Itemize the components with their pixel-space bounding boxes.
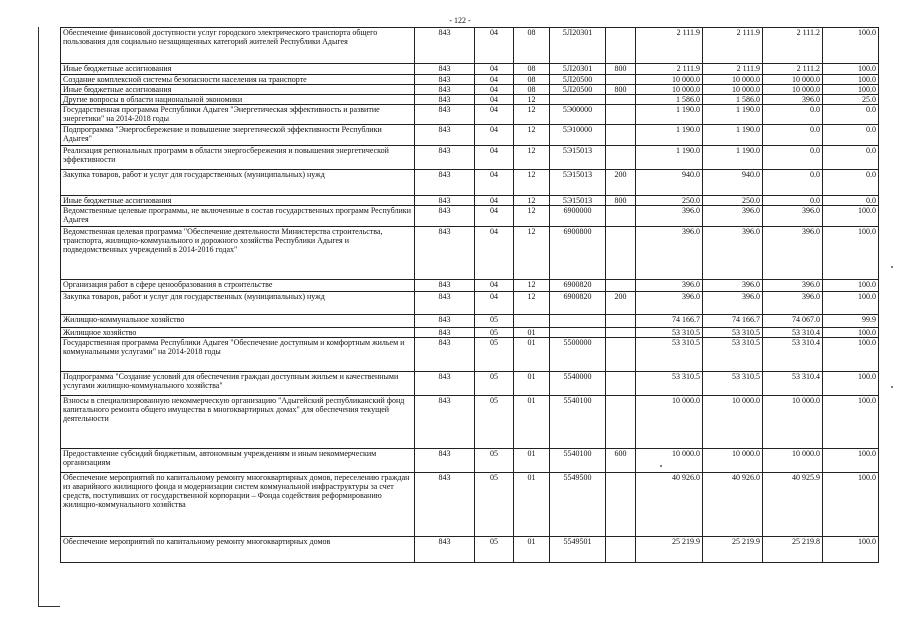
cell-pr: 01 [514,338,550,372]
cell-pr: 12 [514,146,550,170]
table-row [61,170,879,196]
cell-v2: 940.0 [703,170,763,196]
cell-pr: 01 [514,328,550,338]
cell-ved: 843 [415,95,475,105]
cell-rz: 04 [475,125,514,146]
cell-rz: 04 [475,85,514,95]
cell-v2: 10 000.0 [703,85,763,95]
cell-rz: 04 [475,75,514,85]
cell-csr [550,315,606,328]
cell-csr [550,328,606,338]
cell-pr: 12 [514,227,550,280]
cell-ved: 843 [415,75,475,85]
cell-vr [606,75,636,85]
cell-pct: 100.0 [823,206,879,227]
cell-vr [606,315,636,328]
cell-v3: 0.0 [763,170,823,196]
cell-v3: 53 310.4 [763,328,823,338]
cell-name: Организация работ в сфере ценообразования в строительстве [61,280,415,292]
cell-ved: 843 [415,85,475,95]
cell-ved: 843 [415,196,475,206]
cell-v1: 10 000.0 [636,85,703,95]
table-row [61,227,879,280]
cell-rz: 05 [475,449,514,473]
cell-ved: 843 [415,328,475,338]
cell-v1: 10 000.0 [636,75,703,85]
cell-csr: 5549500 [550,473,606,537]
cell-pct: 100.0 [823,449,879,473]
cell-pr: 08 [514,28,550,64]
cell-v2: 53 310.5 [703,338,763,372]
cell-v2: 10 000.0 [703,396,763,449]
cell-name: Государственная программа Республики Адыгея "Обеспечение доступным и комфортным жильем и коммунальными услугами" на 2014-2018 годы [61,338,415,372]
cell-pr: 12 [514,105,550,125]
cell-v3: 10 000.0 [763,75,823,85]
cell-pct: 0.0 [823,146,879,170]
cell-v2: 74 166.7 [703,315,763,328]
cell-pct: 100.0 [823,280,879,292]
cell-pr: 08 [514,64,550,75]
cell-v2: 396.0 [703,227,763,280]
cell-pct: 100.0 [823,85,879,95]
cell-v3: 0.0 [763,196,823,206]
cell-v1: 53 310.5 [636,328,703,338]
cell-v3: 2 111.2 [763,28,823,64]
cell-v2: 396.0 [703,206,763,227]
cell-v1: 53 310.5 [636,372,703,396]
cell-name: Ведомственная целевая программа "Обеспечение деятельности Министерства строительства, транспорта, жилищно-коммунального и дорожного хозяйства Республики Адыгея и подведомственных учреждений в 2014-2016 годах" [61,227,415,280]
cell-csr: 5Л20301 [550,28,606,64]
cell-rz: 04 [475,196,514,206]
table-row [61,28,879,64]
cell-rz: 04 [475,280,514,292]
table-row [61,196,879,206]
cell-csr: 5Л20301 [550,64,606,75]
table-row [61,473,879,537]
budget-table [60,27,879,563]
table-row [61,292,879,315]
cell-name: Закупка товаров, работ и услуг для государственных (муниципальных) нужд [61,170,415,196]
cell-csr: 5Э15013 [550,196,606,206]
cell-v2: 2 111.9 [703,28,763,64]
cell-rz: 05 [475,315,514,328]
cell-v2: 10 000.0 [703,75,763,85]
cell-v2: 25 219.9 [703,537,763,563]
cell-csr: 5Э00000 [550,105,606,125]
cell-pr: 01 [514,473,550,537]
cell-ved: 843 [415,206,475,227]
cell-v2: 53 310.5 [703,328,763,338]
table-row [61,372,879,396]
cell-csr: 5Э10000 [550,125,606,146]
cell-v1: 74 166.7 [636,315,703,328]
cell-rz: 04 [475,105,514,125]
cell-ved: 843 [415,105,475,125]
cell-rz: 04 [475,206,514,227]
cell-csr: 6900800 [550,227,606,280]
cell-pr: 12 [514,170,550,196]
cell-ved: 843 [415,125,475,146]
cell-ved: 843 [415,449,475,473]
cell-pct: 100.0 [823,537,879,563]
cell-vr [606,227,636,280]
cell-vr [606,28,636,64]
cell-pr: 12 [514,206,550,227]
cell-name: Ведомственные целевые программы, не включенные в состав государственных программ Республики Адыгея [61,206,415,227]
cell-csr: 6900820 [550,280,606,292]
cell-v1: 396.0 [636,280,703,292]
cell-v2: 1 190.0 [703,105,763,125]
cell-v3: 53 310.4 [763,338,823,372]
cell-name: Создание комплексной системы безопасности населения на транспорте [61,75,415,85]
cell-pct: 0.0 [823,170,879,196]
cell-v3: 10 000.0 [763,396,823,449]
cell-v3: 40 925.9 [763,473,823,537]
cell-vr [606,95,636,105]
table-row [61,449,879,473]
cell-vr: 800 [606,85,636,95]
cell-v2: 250.0 [703,196,763,206]
cell-vr: 200 [606,170,636,196]
cell-ved: 843 [415,473,475,537]
cell-pr: 01 [514,537,550,563]
cell-v3: 74 067.0 [763,315,823,328]
cell-name: Подпрограмма "Энергосбережение и повышение энергетической эффективности Республики Адыгея" [61,125,415,146]
cell-pr: 12 [514,196,550,206]
cell-v1: 1 586.0 [636,95,703,105]
cell-v3: 396.0 [763,280,823,292]
cell-csr: 6900000 [550,206,606,227]
cell-pct: 100.0 [823,396,879,449]
cell-vr [606,396,636,449]
cell-ved: 843 [415,372,475,396]
cell-v2: 53 310.5 [703,372,763,396]
cell-vr [606,328,636,338]
cell-rz: 04 [475,95,514,105]
cell-rz: 04 [475,146,514,170]
cell-csr: 5540100 [550,449,606,473]
table-row [61,85,879,95]
cell-v1: 25 219.9 [636,537,703,563]
cell-pct: 100.0 [823,473,879,537]
cell-pct: 100.0 [823,292,879,315]
cell-pct: 100.0 [823,338,879,372]
cell-pct: 100.0 [823,372,879,396]
cell-pct: 25.0 [823,95,879,105]
table-row [61,75,879,85]
cell-ved: 843 [415,227,475,280]
cell-v1: 1 190.0 [636,125,703,146]
cell-csr: 6900820 [550,292,606,315]
cell-rz: 04 [475,28,514,64]
cell-rz: 05 [475,396,514,449]
cell-vr [606,473,636,537]
cell-rz: 05 [475,372,514,396]
cell-v3: 2 111.2 [763,64,823,75]
cell-pr: 12 [514,125,550,146]
table-row [61,206,879,227]
cell-csr: 5500000 [550,338,606,372]
cell-pct: 100.0 [823,328,879,338]
cell-pr: 01 [514,372,550,396]
cell-vr [606,125,636,146]
cell-vr [606,372,636,396]
cell-pct: 100.0 [823,64,879,75]
cell-pr: 12 [514,280,550,292]
cell-name: Предоставление субсидий бюджетным, автономным учреждениям и иным некоммерческим организациям [61,449,415,473]
cell-v2: 1 586.0 [703,95,763,105]
table-row [61,338,879,372]
cell-pct: 0.0 [823,125,879,146]
cell-name: Другие вопросы в области национальной экономики [61,95,415,105]
cell-name: Жилищное хозяйство [61,328,415,338]
cell-pr: 08 [514,85,550,95]
cell-v1: 10 000.0 [636,449,703,473]
cell-v3: 0.0 [763,105,823,125]
cell-vr [606,338,636,372]
cell-v2: 1 190.0 [703,146,763,170]
cell-v1: 250.0 [636,196,703,206]
cell-rz: 04 [475,292,514,315]
cell-v1: 2 111.9 [636,28,703,64]
cell-pct: 100.0 [823,227,879,280]
cell-name: Обеспечение мероприятий по капитальному ремонту многоквартирных домов, переселению граждан из аварийного жилищного фонда и модернизации систем коммунальной инфраструктуры за счет средств, поступивших от государственной корпорации – Фонда содействия реформированию жилищно-коммунального хозяйства [61,473,415,537]
scan-speck [891,386,893,388]
cell-v1: 10 000.0 [636,396,703,449]
cell-ved: 843 [415,28,475,64]
cell-vr [606,206,636,227]
table-row [61,280,879,292]
cell-rz: 05 [475,338,514,372]
cell-pct: 0.0 [823,196,879,206]
cell-v3: 10 000.0 [763,449,823,473]
cell-ved: 843 [415,280,475,292]
cell-pct: 99.9 [823,315,879,328]
table-row [61,537,879,563]
cell-name: Обеспечение мероприятий по капитальному ремонту многоквартирных домов [61,537,415,563]
cell-v1: 396.0 [636,292,703,315]
cell-v3: 0.0 [763,146,823,170]
table-row [61,396,879,449]
cell-name: Жилищно-коммунальное хозяйство [61,315,415,328]
cell-ved: 843 [415,292,475,315]
cell-name: Закупка товаров, работ и услуг для государственных (муниципальных) нужд [61,292,415,315]
cell-pr: 12 [514,95,550,105]
cell-v3: 396.0 [763,95,823,105]
cell-v1: 940.0 [636,170,703,196]
cell-rz: 04 [475,227,514,280]
cell-rz: 05 [475,328,514,338]
table-row [61,64,879,75]
cell-v3: 396.0 [763,292,823,315]
cell-csr: 5549501 [550,537,606,563]
cell-ved: 843 [415,338,475,372]
cell-vr: 800 [606,64,636,75]
cell-ved: 843 [415,146,475,170]
cell-name: Подпрограмма "Создание условий для обеспечения граждан доступным жильем и качественными услугами жилищно-коммунального хозяйства" [61,372,415,396]
cell-v1: 396.0 [636,206,703,227]
cell-csr: 5Э15013 [550,170,606,196]
cell-pr: 08 [514,75,550,85]
cell-csr: 5540000 [550,372,606,396]
cell-ved: 843 [415,396,475,449]
cell-v3: 10 000.0 [763,85,823,95]
cell-v3: 25 219.8 [763,537,823,563]
cell-vr: 200 [606,292,636,315]
cell-ved: 843 [415,64,475,75]
cell-rz: 04 [475,64,514,75]
table-row [61,95,879,105]
cell-pct: 100.0 [823,75,879,85]
cell-rz: 04 [475,170,514,196]
cell-name: Обеспечение финансовой доступности услуг городского электрического транспорта общего пользования для социально незащищенных категорий жителей Республики Адыгея [61,28,415,64]
cell-csr: 5Л20500 [550,75,606,85]
cell-v3: 0.0 [763,125,823,146]
cell-v2: 40 926.0 [703,473,763,537]
cell-name: Реализация региональных программ в области энергосбережения и повышения энергетической эффективности [61,146,415,170]
cell-vr [606,105,636,125]
cell-csr: 5Л20500 [550,85,606,95]
cell-vr [606,146,636,170]
cell-csr: 5Э15013 [550,146,606,170]
cell-ved: 843 [415,537,475,563]
cell-v2: 396.0 [703,280,763,292]
cell-v1: 1 190.0 [636,105,703,125]
cell-rz: 05 [475,473,514,537]
cell-name: Иные бюджетные ассигнования [61,85,415,95]
cell-vr [606,280,636,292]
scan-speck [891,266,893,268]
table-row [61,146,879,170]
cell-csr [550,95,606,105]
cell-v2: 396.0 [703,292,763,315]
table-row [61,328,879,338]
cell-v2: 10 000.0 [703,449,763,473]
cell-v3: 396.0 [763,206,823,227]
cell-vr [606,537,636,563]
cell-vr: 600 [606,449,636,473]
cell-v3: 53 310.4 [763,372,823,396]
cell-v1: 2 111.9 [636,64,703,75]
cell-v1: 1 190.0 [636,146,703,170]
cell-v1: 396.0 [636,227,703,280]
cell-ved: 843 [415,315,475,328]
cell-v3: 396.0 [763,227,823,280]
cell-pr: 01 [514,396,550,449]
left-margin-rule [38,27,39,607]
bottom-margin-rule [38,606,60,607]
page-number: - 122 - [449,16,471,25]
table-row [61,105,879,125]
cell-pr: 12 [514,292,550,315]
cell-v1: 53 310.5 [636,338,703,372]
table-row [61,125,879,146]
cell-name: Государственная программа Республики Адыгея "Энергетическая эффективность и развитие энергетики" на 2014-2018 годы [61,105,415,125]
cell-rz: 05 [475,537,514,563]
cell-csr: 5540100 [550,396,606,449]
cell-v2: 2 111.9 [703,64,763,75]
cell-name: Иные бюджетные ассигнования [61,196,415,206]
table-row [61,315,879,328]
cell-vr: 800 [606,196,636,206]
cell-name: Иные бюджетные ассигнования [61,64,415,75]
cell-v2: 1 190.0 [703,125,763,146]
cell-name: Взносы в специализированную некоммерческую организацию "Адыгейский республиканский фонд капитального ремонта общего имущества в многоквартирных домах" для обеспечения текущей деятельности [61,396,415,449]
cell-pr [514,315,550,328]
cell-pr: 01 [514,449,550,473]
cell-pct: 0.0 [823,105,879,125]
cell-pct: 100.0 [823,28,879,64]
cell-v1: 40 926.0 [636,473,703,537]
cell-ved: 843 [415,170,475,196]
